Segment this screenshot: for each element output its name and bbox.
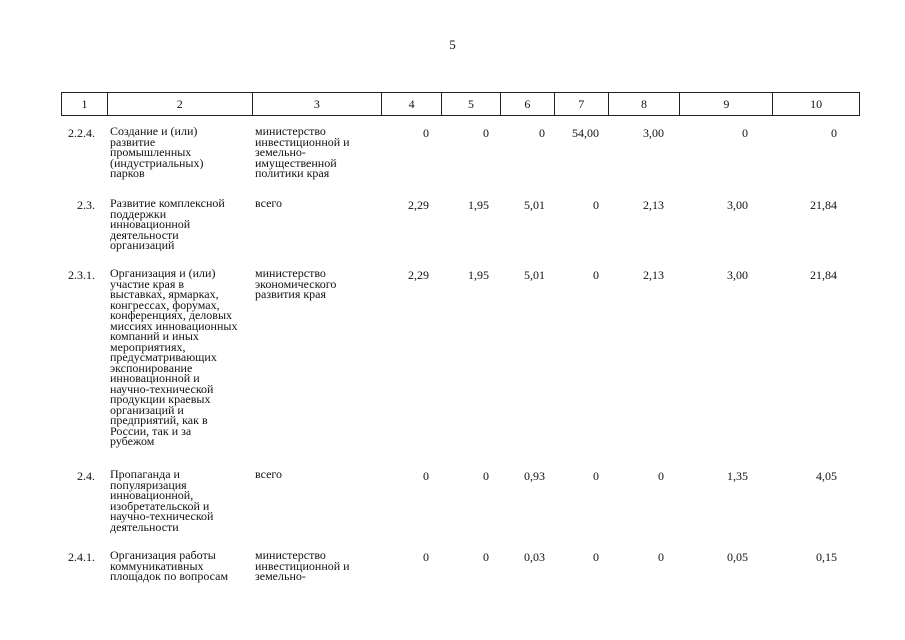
row-value-col-9: 0,05 [727,550,748,564]
header-col-3: 3 [253,93,383,115]
row-value-col-6: 5,01 [524,198,545,212]
row-value-col-7: 0 [593,550,599,564]
row-code: 2.3.1. [68,268,95,282]
header-col-10: 10 [810,96,823,111]
row-value-col-5: 0 [483,126,489,140]
row-value-col-8: 2,13 [643,198,664,212]
row-code: 2.4.1. [68,550,95,564]
page-number: 5 [449,37,456,52]
row-responsible: министерство инвестиционной и земельно- [255,548,350,583]
table-header [61,92,860,116]
row-value-col-4: 0 [423,469,429,483]
row-value-col-5: 1,95 [468,268,489,282]
row-value-col-10: 0,15 [816,550,837,564]
row-value-col-8: 3,00 [643,126,664,140]
row-value-col-4: 2,29 [408,198,429,212]
row-value-col-4: 2,29 [408,268,429,282]
header-col-5: 5 [442,93,501,115]
row-value-col-7: 0 [593,469,599,483]
header-col-9: 9 [680,93,773,115]
header-col-2: 2 [108,93,253,115]
row-responsible: министерство инвестиционной и земельно- имущественной политики края [255,124,350,180]
row-name: Развитие комплексной поддержки инновационной деятельности организаций [110,196,225,252]
row-value-col-10: 0 [831,126,837,140]
row-responsible: всего [255,196,283,210]
row-value-col-9: 3,00 [727,198,748,212]
row-name: Создание и (или) развитие промышленных (индустриальных) парков [110,124,204,180]
row-code: 2.2.4. [68,126,95,140]
row-value-col-10: 4,05 [816,469,837,483]
row-name: Организация работы коммуникативных площадок по вопросам [110,548,229,583]
row-value-col-7: 0 [593,268,599,282]
row-value-col-6: 5,01 [524,268,545,282]
header-col-8: 8 [609,93,681,115]
row-value-col-9: 0 [742,126,748,140]
row-value-col-5: 0 [483,469,489,483]
row-value-col-10: 21,84 [810,198,837,212]
row-value-col-6: 0 [539,126,545,140]
row-value-col-8: 0 [658,550,664,564]
row-value-col-5: 0 [483,550,489,564]
row-name: Пропаганда и популяризация инновационной, изобретательской и научно-технической деятельности [110,467,214,534]
header-col-7: 7 [555,93,609,115]
row-code: 2.4. [77,469,95,483]
row-value-col-5: 1,95 [468,198,489,212]
row-value-col-4: 0 [423,550,429,564]
row-responsible: всего [255,467,283,481]
row-value-col-6: 0,03 [524,550,545,564]
row-value-col-4: 0 [423,126,429,140]
row-value-col-7: 54,00 [572,126,599,140]
row-name: Организация и (или) участие края в выставках, ярмарках, конгрессах, форумах, конференциях, деловых миссиях инновационных компаний и иных мероприятиях, предусматривающих экспонирование инновационной и научно-технической продукции краевых организаций и предприятий, как в России, так и за рубежом [110,266,238,448]
row-responsible: министерство экономического развития края [255,266,337,301]
row-value-col-10: 21,84 [810,268,837,282]
header-col-1: 1 [62,93,108,115]
row-value-col-7: 0 [593,198,599,212]
row-value-col-8: 0 [658,469,664,483]
header-col-4: 4 [382,93,442,115]
header-col-6: 6 [501,93,555,115]
row-code: 2.3. [77,198,95,212]
row-value-col-6: 0,93 [524,469,545,483]
row-value-col-8: 2,13 [643,268,664,282]
row-value-col-9: 1,35 [727,469,748,483]
row-value-col-9: 3,00 [727,268,748,282]
